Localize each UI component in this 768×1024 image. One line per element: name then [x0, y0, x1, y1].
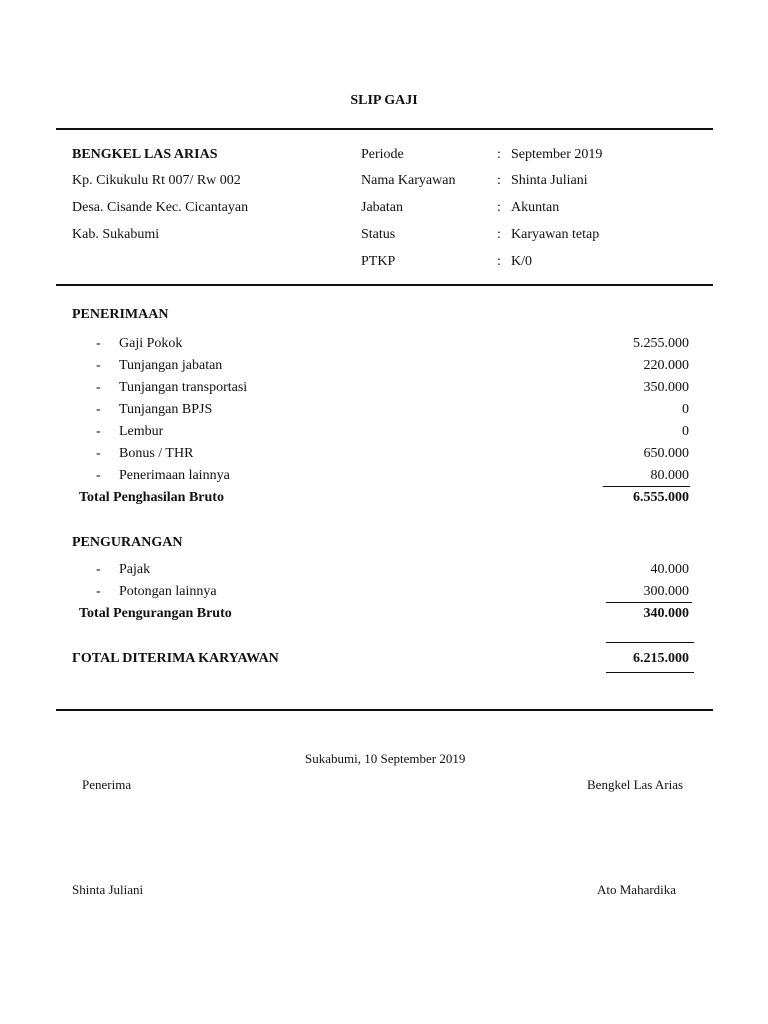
income-total-label: Total Penghasilan Bruto	[79, 490, 224, 505]
deduction-item-label: Potongan lainnya	[119, 584, 217, 599]
period-value: September 2019	[511, 147, 603, 162]
income-item-label: Lembur	[119, 424, 164, 439]
list-bullet: -	[96, 424, 101, 439]
company-signer-name: Ato Mahardika	[597, 882, 677, 897]
income-item-label: Tunjangan BPJS	[119, 402, 213, 417]
income-sum-underline	[603, 486, 690, 487]
employee-name-label: Nama Karyawan	[361, 173, 456, 188]
net-total-overline	[606, 642, 694, 643]
deduction-item-amount: 300.000	[643, 584, 689, 599]
list-bullet: -	[96, 446, 101, 461]
list-bullet: -	[96, 584, 101, 599]
ptkp-colon: :	[497, 254, 501, 269]
deduction-total-label: Total Pengurangan Bruto	[79, 606, 232, 621]
company-address-line: Kab. Sukabumi	[72, 227, 160, 242]
status-label: Status	[361, 227, 396, 242]
income-item-amount: 0	[682, 402, 689, 417]
income-item-label: Penerimaan lainnya	[119, 468, 230, 483]
company-name: BENGKEL LAS ARIAS	[72, 147, 218, 162]
top-divider	[56, 128, 713, 130]
bottom-divider	[56, 709, 713, 711]
deduction-sum-underline	[606, 602, 692, 603]
income-item-amount: 650.000	[643, 446, 689, 461]
income-item-amount: 80.000	[650, 468, 689, 483]
income-item-label: Tunjangan jabatan	[119, 358, 223, 373]
deduction-total-amount: 340.000	[643, 606, 689, 621]
list-bullet: -	[96, 468, 101, 483]
net-total-underline	[606, 672, 694, 673]
income-item-amount: 0	[682, 424, 689, 439]
deduction-item-label: Pajak	[119, 562, 151, 577]
ptkp-value: K/0	[511, 254, 532, 269]
deduction-item-amount: 40.000	[650, 562, 689, 577]
ptkp-label: PTKP	[361, 254, 396, 269]
status-colon: :	[497, 227, 501, 242]
income-total-amount: 6.555.000	[633, 490, 689, 505]
list-bullet: -	[96, 380, 101, 395]
slip-title: SLIP GAJI	[350, 93, 418, 108]
list-bullet: -	[96, 402, 101, 417]
income-item-amount: 350.000	[643, 380, 689, 395]
list-bullet: -	[96, 358, 101, 373]
period-label: Periode	[361, 147, 404, 162]
position-colon: :	[497, 200, 501, 215]
place-date: Sukabumi, 10 September 2019	[305, 751, 466, 766]
net-total-amount: 6.215.000	[633, 651, 689, 666]
employee-name-colon: :	[497, 173, 501, 188]
status-value: Karyawan tetap	[511, 227, 600, 242]
deductions-heading: PENGURANGAN	[72, 535, 183, 550]
list-bullet: -	[96, 336, 101, 351]
receiver-name: Shinta Juliani	[72, 882, 144, 897]
receiver-title: Penerima	[82, 777, 132, 792]
income-item-amount: 5.255.000	[633, 336, 689, 351]
company-address-line: Kp. Cikukulu Rt 007/ Rw 002	[72, 173, 241, 188]
net-total-label: ΓOTAL DITERIMA KARYAWAN	[72, 651, 279, 666]
header-divider	[56, 284, 713, 286]
income-item-label: Tunjangan transportasi	[119, 380, 248, 395]
income-item-amount: 220.000	[643, 358, 689, 373]
position-value: Akuntan	[511, 200, 560, 215]
employee-name-value: Shinta Juliani	[511, 173, 588, 188]
income-heading: PENERIMAAN	[72, 307, 169, 322]
income-item-label: Gaji Pokok	[119, 336, 183, 351]
company-address-line: Desa. Cisande Kec. Cicantayan	[72, 200, 249, 215]
period-colon: :	[497, 147, 501, 162]
list-bullet: -	[96, 562, 101, 577]
income-item-label: Bonus / THR	[119, 446, 194, 461]
position-label: Jabatan	[361, 200, 403, 215]
company-title: Bengkel Las Arias	[587, 777, 684, 792]
